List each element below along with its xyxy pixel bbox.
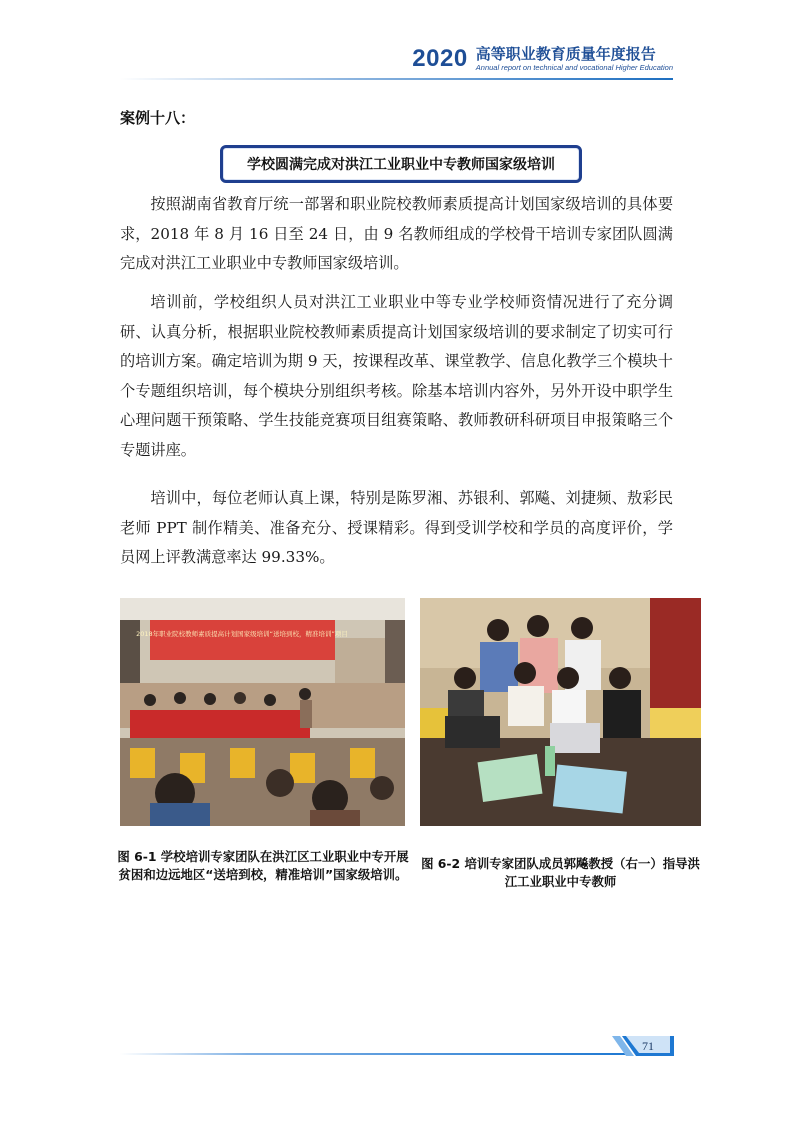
report-title-cn: 高等职业教育质量年度报告: [475, 45, 656, 63]
figure-6-1-caption: 图 6-1 学校培训专家团队在洪江区工业职业中专开展贫困和边远地区“送培到校，精准培训”国家级培训。: [117, 849, 409, 882]
paragraph-1: 按照湖南省教育厅统一部署和职业院校教师素质提高计划国家级培训的具体要求，2018 年 8 月 16 日至 24 日，由 9 名教师组成的学校骨干培训专家团队圆满完成对洪江工业职业中专教师国家级培训。: [120, 195, 673, 272]
page-number: 71: [642, 1039, 654, 1053]
training-group-illustration: [420, 598, 701, 826]
report-header: [412, 46, 673, 72]
figure-6-2-photo: [420, 598, 701, 826]
figure-6-2-caption: 图 6-2 培训专家团队成员郭飚教授（右一）指导洪江工业职业中专教师: [421, 856, 700, 889]
banner-text: 2018年职业院校教师素质提高计划国家级培训“送培到校，精准培训”项目: [136, 630, 348, 638]
case-title-box: [220, 145, 582, 183]
report-title-block: [476, 46, 673, 72]
paragraph-2: 培训前，学校组织人员对洪江工业职业中等专业学校师资情况进行了充分调研、认真分析，根据职业院校教师素质提高计划国家级培训的要求制定了切实可行的培训方案。确定培训为期 9 天，按课程改革、课堂教学、信息化教学三个模块十个专题组织培训，每个模块分别组织考核。除基本培训内容外，另外开设中职学生心理问题干预策略、学生技能竞赛项目组赛策略、教师教研科研项目申报策略三个专题讲座。: [120, 293, 673, 459]
header-divider: [120, 78, 673, 80]
footer-divider: [120, 1053, 630, 1055]
figure-6-1-photo: [120, 598, 405, 826]
report-title-en: Annual report on technical and vocational Higher Education: [475, 63, 673, 72]
meeting-hall-illustration: [120, 598, 405, 826]
report-year: 2020: [412, 45, 468, 72]
case-title: 学校圆满完成对洪江工业职业中专教师国家级培训: [247, 157, 555, 173]
case-heading: 案例十八：: [120, 109, 196, 127]
paragraph-3: 培训中，每位老师认真上课，特别是陈罗湘、苏银利、郭飚、刘捷频、敖彩民老师 PPT 制作精美、准备充分、授课精彩。得到受训学校和学员的高度评价，学员网上评教满意率达 99.33%。: [120, 489, 673, 566]
